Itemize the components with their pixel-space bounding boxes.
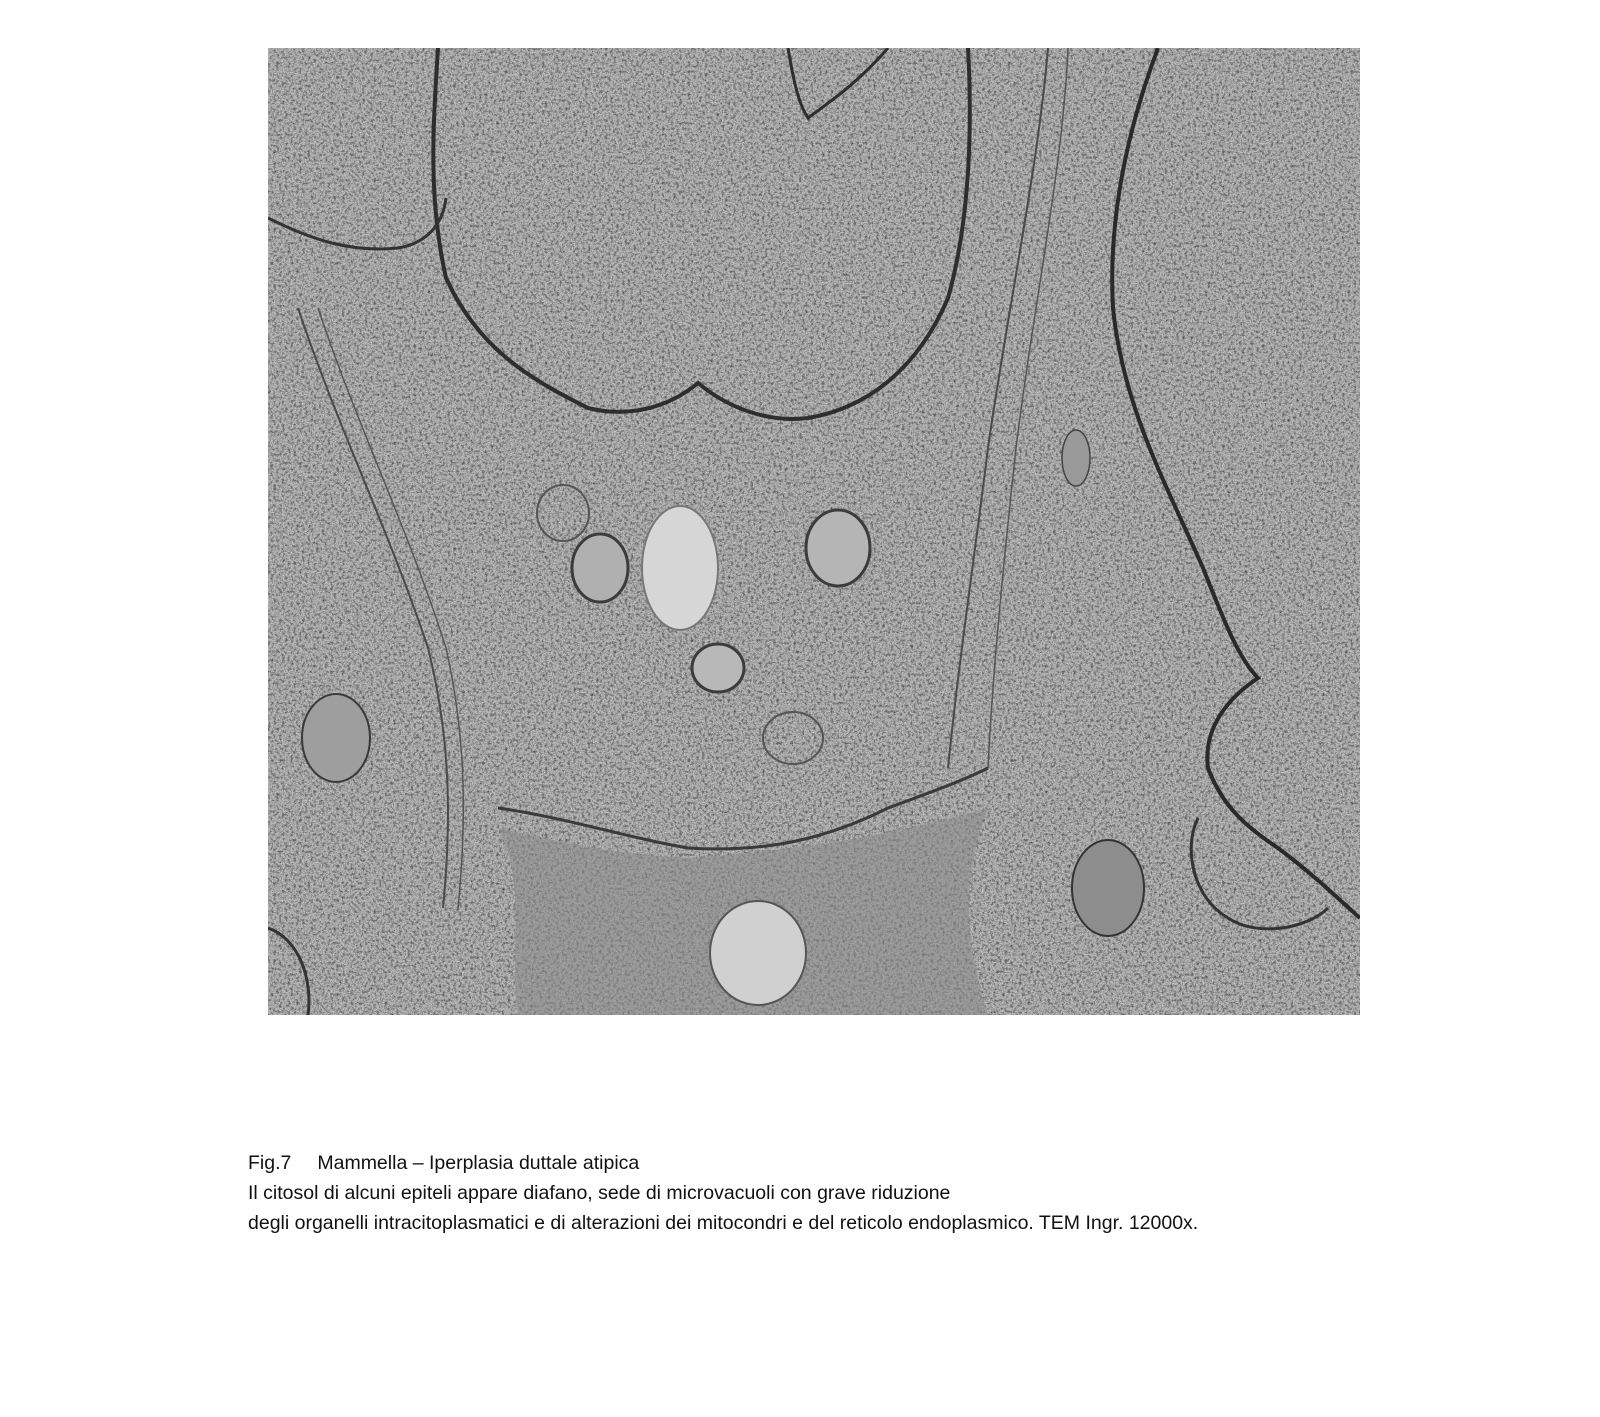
caption-line-2: Il citosol di alcuni epiteli appare diafano, sede di microvacuoli con grave riduzione	[248, 1182, 951, 1204]
figure-number: Fig.7	[248, 1152, 292, 1174]
caption-line-3: degli organelli intracitoplasmatici e di alterazioni dei mitocondri e del reticolo endoplasmico. TEM Ingr. 12000x.	[248, 1212, 1199, 1234]
micrograph-drawing	[268, 48, 1360, 1015]
caption-title-line	[248, 1148, 1548, 1178]
figure-caption	[248, 1148, 1548, 1238]
figure-title: Mammella – Iperplasia duttale atipica	[317, 1152, 640, 1174]
tem-micrograph-image	[268, 48, 1360, 1015]
